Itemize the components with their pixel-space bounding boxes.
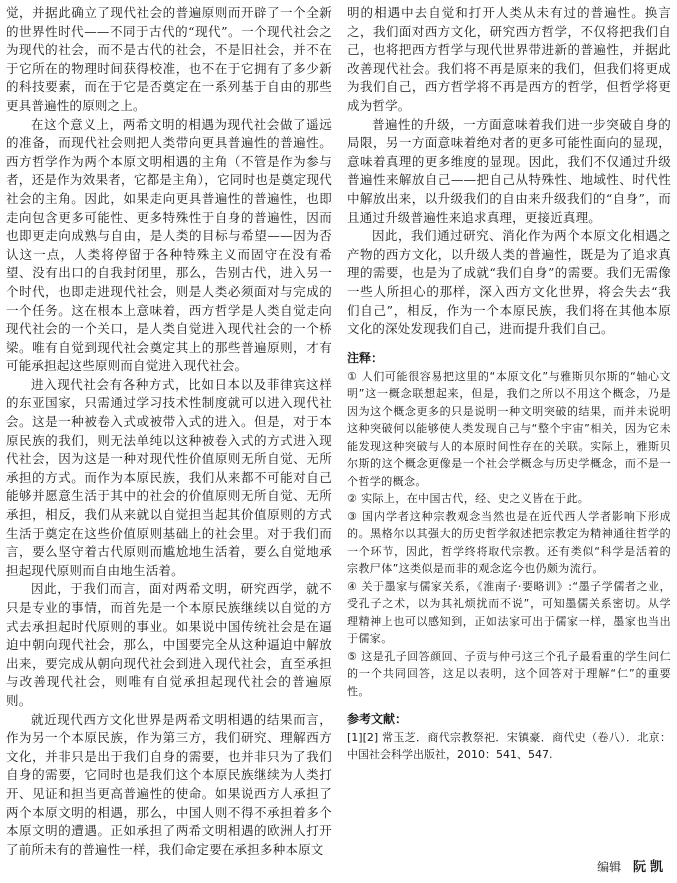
body-paragraph: 进入现代社会有各种方式，比如日本以及菲律宾这样的东亚国家，只需通过学习技术性制度就可以进入现代社会。这是一种被卷入式或被带入式的进入。但是，对于本原民族的我们，则无法单纯以这种被卷入式的方式进入现代社会，因为这是一种对现代性价值原则无所自觉、无所承担的方式。而作为本原民族，我们从来都不可能对自己能够并愿意生活于其中的社会的价值原则无所自觉、无所承担，相反，我们从来就以自觉担当起其价值原则的方式生活于奠定在这些价值原则基础上的社会里。对于我们而言，要么坚守着古代原则而尴尬地生活着，要么自觉地承担起现代原则而自由地生活着。 xyxy=(6,376,332,578)
footnote: ① 人们可能很容易把这里的“本原文化”与雅斯贝尔斯的“轴心文明”这一概念联想起来，但是，我们之所以不用这个概念，乃是因为这个概念更多的只是说明一种文明突破的结果，而并未说明这种突破何以能够使人类发现自己与“整个宇宙”相关，因为它未能发现这种突破与人的本原时间性存在的关联。实际上，雅斯贝尔斯的这个概念更像是一个社会学概念与历史学概念，而不是一个哲学的概念。 xyxy=(347,369,671,488)
body-paragraph: 因此，我们通过研究、消化作为两个本原文化相遇之产物的西方文化，以升级人类的普遍性，既是为了追求真理的需要，也是为了成就“我们自身”的需要。我们无需像一些人所担心的那样，深入西方文化世界，将会失去“我们自己”，相反，作为一个本原民族，我们将在其他本原文化的深处发现我们自己，进而提升我们自己。 xyxy=(347,228,671,337)
body-paragraph: 在这个意义上，两希文明的相遇为现代社会做了遥远的准备，而现代社会则把人类带向更具普遍性的普遍性。西方哲学作为两个本原文明相遇的主角（不管是作为参与者，还是作为效果者，它都是主角），它同时也是奠定现代社会的主角。因此，如果走向更具普遍性的普遍性，也即走向包含更多可能性、更多特殊性于自身的普遍性，因而也即更走向成熟与自由，是人类的目标与希望——因为否认这一点，人类将停留于各种特殊主义而固守在没有希望、没有出口的自我封闭里，那么，告别古代，进入另一个时代，也即走进现代社会，则是人类必须面对与完成的一个任务。这在根本上意味着，西方哲学是人类自觉走向现代社会的一个关口，是人类自觉进入现代社会的一个桥梁。唯有自觉到现代社会奠定其上的那些普遍原则，才有可能承担起这些原则而自觉进入现代社会。 xyxy=(6,116,332,374)
notes-heading: 注释： xyxy=(347,350,384,365)
editor-label: 编辑 xyxy=(597,860,622,874)
references-heading: 参考文献： xyxy=(347,712,408,727)
right-column xyxy=(347,4,671,763)
body-paragraph: 普遍性的升级，一方面意味着我们进一步突破自身的局限，另一方面意味着绝对者的更多可能性面向的显现，意味着真理的更多维度的显现。因此，我们不仅通过升级普遍性来解放自己——把自己从特殊性、地域性、时代性中解放出来，以升级我们的自由来升级我们的“自身”，而且通过升级普遍性来追求真理，更接近真理。 xyxy=(347,116,671,225)
editor-name: 阮凯 xyxy=(632,860,667,875)
footnote: ④ 关于墨家与儒家关系，《淮南子·要略训》:“墨子学儒者之业，受孔子之术，以为其礼烦扰而不说”，可知墨儒关系密切。从学理精神上也可以感知到，正如法家可出于儒家一样，墨家也当出于儒家。 xyxy=(347,579,671,646)
body-paragraph: 就近现代西方文化世界是两希文明相遇的结果而言，作为另一个本原民族，作为第三方，我们研究、理解西方文化，并非只是出于我们自身的需要，也并非只为了我们自身的需要，它同时也是我们这个本原民族继续为人类打开、见证和担当更高普遍性的使命。如果说西方人承担了两个本原文明的相遇，那么，中国人则不得不承担着多个本原文明的遭遇。正如承担了两希文明相遇的欧洲人打开了前所未有的普遍性一样，我们命定要在承担多种本原文 xyxy=(6,711,332,857)
body-paragraph: 觉，并据此确立了现代社会的普遍原则而开辟了一个全新的世界性时代——不同于古代的“现代”。一个现代社会之为现代的社会，而不是古代的社会，不是旧社会，并不在于它所在的物理时间获得校准，也不在于它拥有了多少新的科技要素，而在于它是否奠定在一系列基于自由的那些更具普遍性的原则之上。 xyxy=(6,5,332,113)
left-column xyxy=(6,4,332,859)
footnote: ③ 国内学者这种宗教观念当然也是在近代西人学者影响下形成的。黑格尔以其强大的历史哲学叙述把宗教定为精神通往哲学的一个环节，因此，哲学终将取代宗教。还有类似“科学是活着的宗教尸体”这类似是而非的观念迄今也仍颇为流行。 xyxy=(347,509,671,576)
body-paragraph: 因此，于我们而言，面对两希文明，研究西学，就不只是专业的事情，而首先是一个本原民族继续以自觉的方式去承担起时代原则的事业。如果说中国传统社会是在逼迫中朝向现代社会，那么，中国要完全从这种逼迫中解放出来，要完成从朝向现代社会到进入现代社会，直至承担与改善现代社会，则唯有自觉承担起现代社会的普遍原则。 xyxy=(6,581,332,708)
footnote: ⑤ 这是孔子回答颜回、子贡与仲弓这三个孔子最看重的学生问仁的一个共同回答，这足以表明，这个回答对于理解“仁”的重要性。 xyxy=(347,649,671,698)
reference-entry: [1][2] 常玉芝．商代宗教祭祀．宋镇豪．商代史（卷八）．北京：中国社会科学出版社，2010：541、547. xyxy=(347,731,671,762)
body-paragraph: 明的相遇中去自觉和打开人类从未有过的普遍性。换言之，我们面对西方文化，研究西方哲学，不仅将把我们自己，也将把西方哲学与现代世界带进新的普遍性，并据此改善现代社会。我们将不再是原来的我们，但我们将更成为我们自己，西方哲学将不再是西方的哲学，但哲学将更成为哲学。 xyxy=(347,5,671,113)
footnote: ② 实际上，在中国古代，经、史之义皆在于此。 xyxy=(347,492,590,506)
editor-credit xyxy=(597,856,667,875)
